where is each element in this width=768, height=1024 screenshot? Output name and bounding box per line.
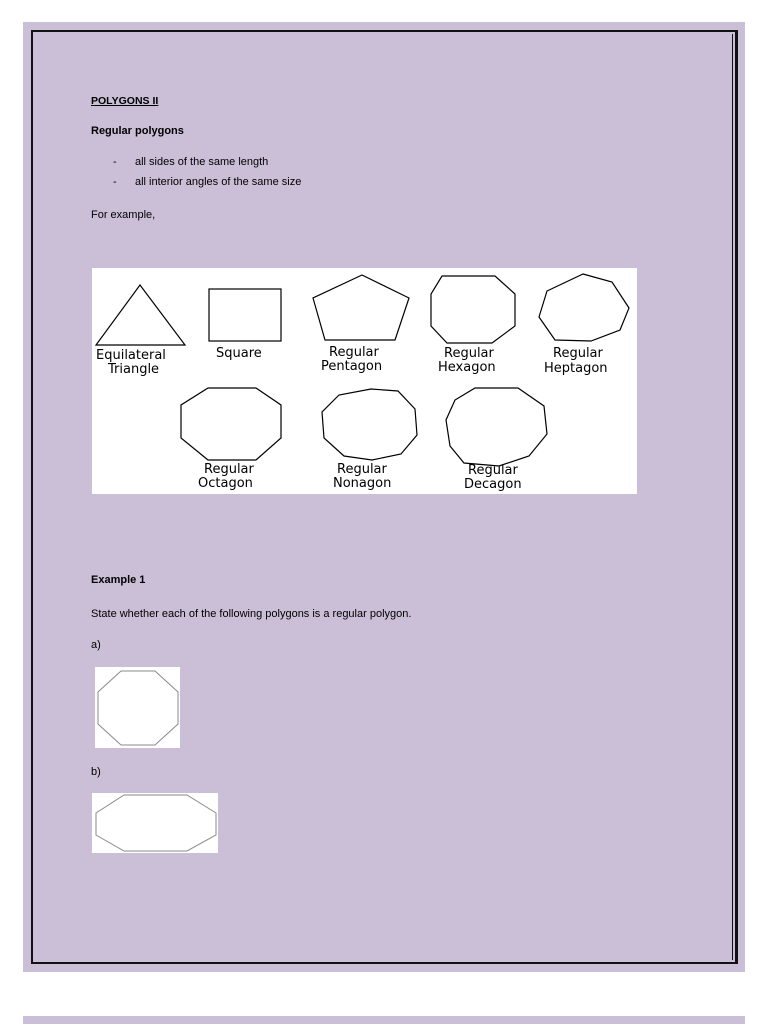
shape-label: Heptagon — [544, 361, 608, 376]
regular-octagon-shape — [181, 388, 281, 460]
regular-hexagon-shape — [431, 276, 515, 343]
regular-pentagon-shape — [313, 275, 409, 340]
bullet-text: all sides of the same length — [135, 156, 269, 168]
border-inner-line — [732, 34, 733, 960]
regular-decagon-shape — [446, 388, 547, 466]
part-b-figure — [92, 793, 218, 853]
shape-label: Regular — [329, 345, 379, 360]
shape-label: Regular — [444, 346, 494, 361]
shape-label: Octagon — [198, 476, 253, 491]
bullet-dash: - — [113, 156, 117, 168]
square-shape — [209, 289, 281, 341]
part-b-label: b) — [91, 766, 101, 778]
shape-label: Regular — [553, 346, 603, 361]
shape-label: Pentagon — [321, 359, 383, 374]
polygons-illustration — [92, 268, 637, 494]
shape-label: Triangle — [108, 362, 160, 377]
octagon-irregular-figure — [92, 793, 218, 853]
equilateral-triangle-shape — [96, 285, 185, 345]
bullet-item — [113, 175, 301, 189]
shape-label: Regular — [468, 463, 518, 478]
part-a-figure — [95, 667, 180, 748]
regular-polygons-figure — [92, 268, 637, 494]
part-a-label: a) — [91, 639, 101, 651]
example-intro: For example, — [91, 209, 156, 221]
bullet-text: all interior angles of the same size — [135, 176, 302, 188]
shape-label: Equilateral — [96, 348, 166, 363]
octagon-regular-figure — [95, 667, 180, 748]
page-title: POLYGONS II — [91, 95, 159, 107]
bullet-dash: - — [113, 176, 117, 188]
example-question: State whether each of the following polygons is a regular polygon. — [91, 608, 412, 620]
bullet-item — [113, 155, 268, 169]
regular-heptagon-shape — [539, 274, 629, 341]
shape-label: Regular — [337, 462, 387, 477]
shape-label: Regular — [204, 462, 254, 477]
shape-label: Nonagon — [333, 476, 392, 491]
shape-label: Square — [216, 346, 262, 361]
section-heading: Regular polygons — [91, 125, 184, 137]
shape-label: Decagon — [464, 477, 522, 492]
shape-label: Hexagon — [438, 360, 496, 375]
regular-nonagon-shape — [322, 389, 417, 460]
example-heading: Example 1 — [91, 574, 146, 586]
next-page-edge — [23, 1016, 745, 1024]
